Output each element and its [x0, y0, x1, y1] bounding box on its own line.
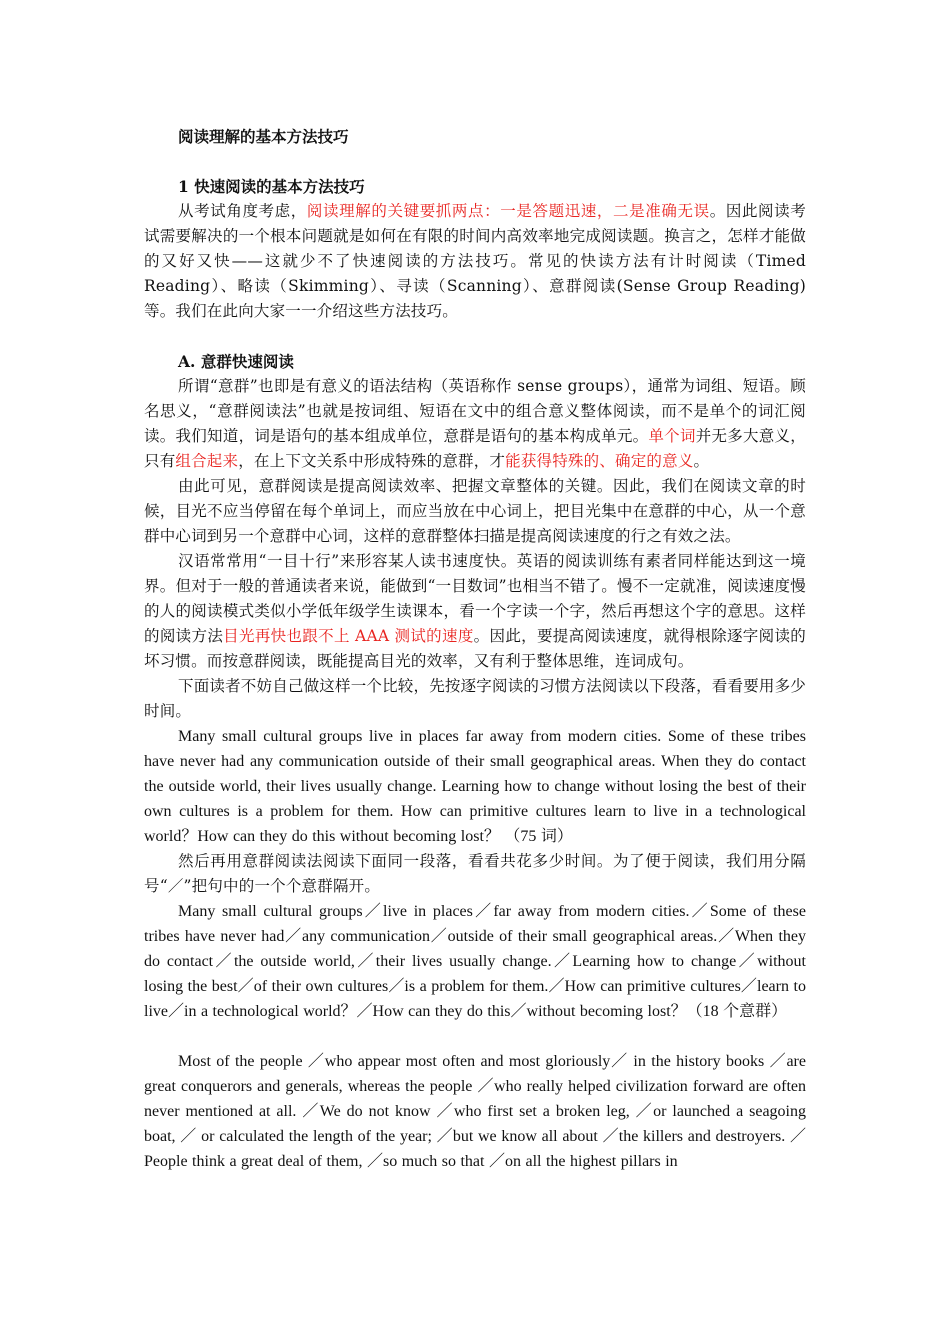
text-run: 。因此，要提高阅读速度，就得根除逐字阅读的坏习惯。而按意群阅读，既能提高目光的效率，又有利于整体思维，连词成句。	[144, 627, 806, 670]
text-run: 并无多大意义，只有	[144, 427, 806, 470]
blank-line	[144, 1024, 806, 1049]
highlighted-text: 组合起来	[175, 452, 239, 470]
text-run: 。	[693, 452, 710, 470]
section-1-paragraph-1	[144, 199, 806, 324]
highlighted-text: 目光再快也跟不上 AAA 测试的速度	[223, 627, 474, 645]
section-a-paragraph-2: 由此可见，意群阅读是提高阅读效率、把握文章整体的关键。因此，我们在阅读文章的时候，目光不应当停留在每个单词上，而应当放在中心词上，把目光集中在意群的中心，从一个意群中心词到另一个意群中心词，这样的意群整体扫描是提高阅读速度的行之有效之法。	[144, 477, 806, 545]
section-a-paragraph-5: 然后再用意群阅读法阅读下面同一段落，看看共花多少时间。为了便于阅读，我们用分隔号“／”把句中的一个个意群隔开。	[144, 852, 806, 895]
text-run: 。因此阅读考试需要解决的一个根本问题就是如何在有限的时间内高效率地完成阅读题。换言之，怎样才能做的又好又快——这就少不了快速阅读的方法技巧。常见的快读方法有计时阅读（Timed Reading）、略读（Skimming）、寻读（Scanning）、意群阅读(Sense Group Reading) 等。我们在此向大家一一介绍这些方法技巧。	[144, 202, 806, 320]
document-title: 阅读理解的基本方法技巧	[178, 127, 349, 146]
section-1-heading: 1 快速阅读的基本方法技巧	[178, 177, 365, 196]
section-a-paragraph-4: 下面读者不妨自己做这样一个比较，先按逐字阅读的习惯方法阅读以下段落，看看要用多少时间。	[144, 677, 807, 720]
text-run: ，在上下文关系中形成特殊的意群，才	[238, 452, 506, 470]
section-a-paragraph-1	[144, 374, 806, 474]
highlighted-text: 阅读理解的关键要抓两点：一是答题迅速，二是准确无误	[306, 202, 710, 220]
text-run: 从考试角度考虑，	[178, 202, 307, 220]
section-a-heading: A. 意群快速阅读	[178, 352, 294, 371]
document-body	[144, 124, 806, 1174]
text-run: 汉语常常用“一目十行”来形容某人读书速度快。英语的阅读训练有素者同样能达到这一境界。但对于一般的普通读者来说，能做到“一目数词”也相当不错了。慢不一定就准，阅读速度慢的人的阅读模式类似小学低年级学生读课本，看一个字读一个字，然后再想这个字的意思。这样的阅读方法	[144, 552, 806, 645]
text-run: 所谓“意群”也即是有意义的语法结构（英语称作 sense groups），通常为词组、短语。顾名思义，“意群阅读法”也就是按词组、短语在文中的组合意义整体阅读，而不是单个的词汇阅读。我们知道，词是语句的基本组成单位，意群是语句的基本构成单元。	[144, 377, 806, 445]
english-passage-3-sense-groups: Most of the people ／who appear most often and most gloriously／ in the history books ／are great conquerors and generals, whereas the people ／who really helped civilization forward are often never mentioned at all. ／We do not know ／who first set a broken leg, ／or launched a seagoing boat, ／ or calculated the length of the year; ／but we know all about ／the killers and destroyers. ／People think a great deal of them, ／so much so that ／on all the highest pillars in	[144, 1053, 806, 1170]
highlighted-text: 单个词	[648, 427, 696, 445]
highlighted-text: 能获得特殊的、确定的意义	[505, 452, 694, 470]
english-passage-1: Many small cultural groups live in places far away from modern cities. Some of these tribes have never had any communication outside of their small geographical areas. When they do contact the outside world, their lives usually change. Learning how to change without losing the best of their own cultures is a problem for them. How can primitive cultures learn to live in a technological world？How can they do this without becoming lost？ （75 词）	[144, 728, 806, 845]
section-a-paragraph-3	[144, 549, 806, 674]
english-passage-2-sense-groups: Many small cultural groups／live in places／far away from modern cities.／Some of these tribes have never had／any communication／outside of their small geographical areas.／When they do contact／the outside world,／their lives usually change.／Learning how to change／without losing the best／of their own cultures／is a problem for them.／How can primitive cultures／learn to live／in a technological world？／How can they do this／without becoming lost？（18 个意群）	[144, 903, 806, 1020]
